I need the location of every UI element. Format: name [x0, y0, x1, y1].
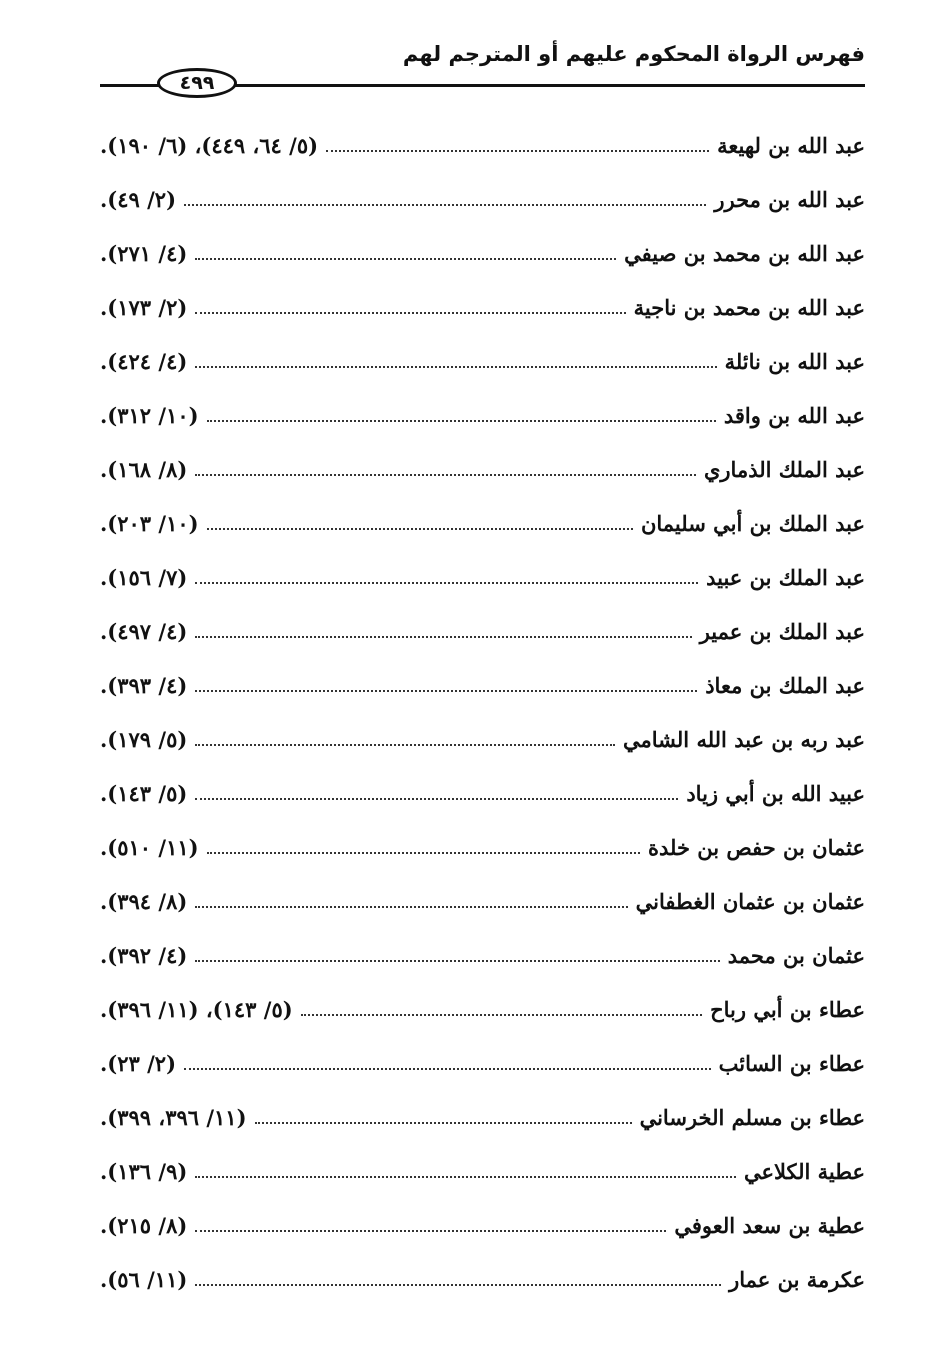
entry-references: (٤/ ٤٢٤). [100, 348, 188, 374]
entry-references: (٨/ ٣٩٤). [100, 888, 188, 914]
index-entry [100, 118, 865, 172]
dotted-leader [195, 906, 627, 908]
dotted-leader [195, 960, 719, 962]
entry-references: (٤/ ٢٧١). [100, 240, 188, 266]
dotted-leader [195, 798, 678, 800]
index-entry [100, 550, 865, 604]
entry-name: عبد الله بن نائلة [724, 348, 865, 374]
entry-references: (٥/ ١٤٣)، (١١/ ٣٩٦). [100, 996, 293, 1022]
index-entry [100, 172, 865, 226]
dotted-leader [195, 312, 625, 314]
index-entry [100, 766, 865, 820]
dotted-leader [195, 1230, 666, 1232]
running-title: فهرس الرواة المحكوم عليهم أو المترجم لهم [402, 42, 865, 66]
entry-name: عطاء بن مسلم الخرساني [639, 1104, 865, 1130]
index-entry [100, 388, 865, 442]
entry-name: عبد الملك بن أبي سليمان [640, 510, 865, 536]
index-entry [100, 226, 865, 280]
index-entry [100, 442, 865, 496]
entry-name: عطية الكلاعي [743, 1158, 865, 1184]
entry-name: عبيد الله بن أبي زياد [686, 780, 865, 806]
entry-name: عبد ربه بن عبد الله الشامي [623, 726, 865, 752]
entry-references: (٤/ ٣٩٢). [100, 942, 188, 968]
index-entry [100, 820, 865, 874]
entry-name: عطاء بن السائب [718, 1050, 865, 1076]
dotted-leader [195, 474, 696, 476]
entry-name: عطية بن سعد العوفي [674, 1212, 865, 1238]
entry-name: عبد الملك الذماري [703, 456, 865, 482]
entry-name: عبد الله بن لهيعة [717, 132, 865, 158]
entry-references: (١٠/ ٣١٢). [100, 402, 199, 428]
dotted-leader [195, 1176, 736, 1178]
entry-name: عثمان بن عثمان الغطفاني [635, 888, 865, 914]
dotted-leader [195, 1284, 721, 1286]
entry-name: عبد الله بن محمد بن ناجية [633, 294, 865, 320]
entry-name: عثمان بن محمد [727, 942, 865, 968]
dotted-leader [195, 582, 698, 584]
entry-name: عبد الملك بن عبيد [706, 564, 865, 590]
entry-name: عبد الملك بن معاذ [705, 672, 865, 698]
entry-name: عبد الله بن واقد [723, 402, 865, 428]
entry-name: عبد الملك بن عمير [699, 618, 865, 644]
entry-references: (٢/ ٢٣). [100, 1050, 177, 1076]
index-entry [100, 1036, 865, 1090]
index-entry [100, 604, 865, 658]
page-number-badge: ٤٩٩ [157, 68, 237, 98]
dotted-leader [195, 258, 616, 260]
entry-name: عكرمة بن عمار [729, 1266, 865, 1292]
dotted-leader [326, 150, 709, 152]
index-entry [100, 982, 865, 1036]
dotted-leader [207, 852, 640, 854]
index-entry [100, 874, 865, 928]
index-entry [100, 496, 865, 550]
dotted-leader [195, 366, 716, 368]
dotted-leader [195, 744, 615, 746]
entry-references: (٥/ ١٧٩). [100, 726, 188, 752]
dotted-leader [207, 420, 716, 422]
index-entry [100, 1198, 865, 1252]
entry-references: (٤/ ٣٩٣). [100, 672, 188, 698]
dotted-leader [184, 204, 706, 206]
entry-name: عثمان بن حفص بن خلدة [647, 834, 865, 860]
index-entry [100, 1144, 865, 1198]
index-entry [100, 658, 865, 712]
entry-references: (١١/ ٥١٠). [100, 834, 199, 860]
index-entry [100, 1252, 865, 1306]
entry-references: (١١/ ٣٩٦، ٣٩٩). [100, 1104, 247, 1130]
index-entry [100, 280, 865, 334]
entry-name: عطاء بن أبي رباح [710, 996, 865, 1022]
dotted-leader [184, 1068, 711, 1070]
dotted-leader [195, 690, 697, 692]
dotted-leader [255, 1122, 632, 1124]
entry-references: (٥/ ٦٤، ٤٤٩)، (٦/ ١٩٠). [100, 132, 319, 158]
entry-references: (٧/ ١٥٦). [100, 564, 188, 590]
index-list [100, 118, 865, 1306]
dotted-leader [207, 528, 633, 530]
entry-name: عبد الله بن محرر [714, 186, 865, 212]
index-entry [100, 1090, 865, 1144]
entry-references: (٢/ ١٧٣). [100, 294, 188, 320]
index-entry [100, 928, 865, 982]
dotted-leader [195, 636, 691, 638]
index-entry [100, 334, 865, 388]
entry-name: عبد الله بن محمد بن صيفي [624, 240, 865, 266]
entry-references: (٢/ ٤٩). [100, 186, 177, 212]
entry-references: (٨/ ١٦٨). [100, 456, 188, 482]
entry-references: (٤/ ٤٩٧). [100, 618, 188, 644]
entry-references: (١١/ ٥٦). [100, 1266, 188, 1292]
entry-references: (٨/ ٢١٥). [100, 1212, 188, 1238]
page-header [100, 28, 865, 106]
entry-references: (٥/ ١٤٣). [100, 780, 188, 806]
entry-references: (١٠/ ٢٠٣). [100, 510, 199, 536]
index-entry [100, 712, 865, 766]
entry-references: (٩/ ١٣٦). [100, 1158, 188, 1184]
dotted-leader [301, 1014, 702, 1016]
